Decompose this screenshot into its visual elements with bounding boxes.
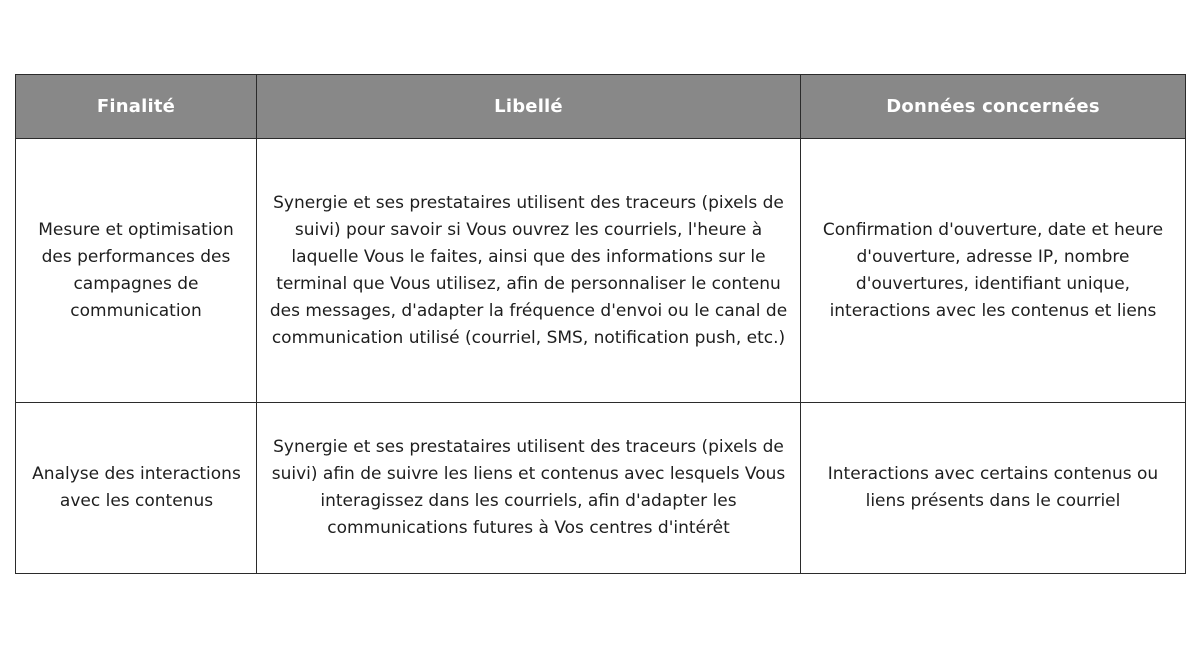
cell-donnees bbox=[801, 403, 1186, 574]
donnees-text: Confirmation d'ouverture, date et heure d'ouverture, adresse IP, nombre d'ouvertures, identifiant unique, interactions avec les contenus et liens bbox=[822, 219, 1164, 321]
cell-libelle bbox=[257, 139, 801, 403]
cell-donnees bbox=[801, 139, 1186, 403]
donnees-text: Interactions avec certains contenus ou liens présents dans le courriel bbox=[827, 464, 1159, 511]
header-donnees-concernees: Données concernées bbox=[801, 75, 1186, 139]
cookie-purposes-table-container bbox=[15, 74, 1185, 574]
libelle-text: Synergie et ses prestataires utilisent des traceurs (pixels de suivi) pour savoir si Vous ouvrez les courriels, l'heure à laquelle Vous le faites, ainsi que des informations sur le terminal que Vous utilisez, afin de personnaliser le contenu des messages, d'adapter la fréquence d'envoi ou le canal de communication utilisé (courriel, SMS, notification push, etc.) bbox=[269, 192, 788, 348]
header-libelle: Libellé bbox=[257, 75, 801, 139]
table-row bbox=[16, 403, 1186, 574]
table-header bbox=[16, 75, 1186, 139]
finalite-text: Mesure et optimisation des performances des campagnes de communication bbox=[38, 219, 234, 321]
cookie-purposes-table bbox=[15, 74, 1186, 574]
header-finalite: Finalité bbox=[16, 75, 257, 139]
cell-finalite bbox=[16, 139, 257, 403]
libelle-text: Synergie et ses prestataires utilisent des traceurs (pixels de suivi) afin de suivre les liens et contenus avec lesquels Vous interagissez dans les courriels, afin d'adapter les communications futures à Vos centres d'intérêt bbox=[271, 437, 786, 538]
table-row bbox=[16, 139, 1186, 403]
table-body bbox=[16, 139, 1186, 574]
finalite-text: Analyse des interactions avec les contenus bbox=[32, 464, 241, 511]
header-row bbox=[16, 75, 1186, 139]
cell-finalite bbox=[16, 403, 257, 574]
cell-libelle bbox=[257, 403, 801, 574]
